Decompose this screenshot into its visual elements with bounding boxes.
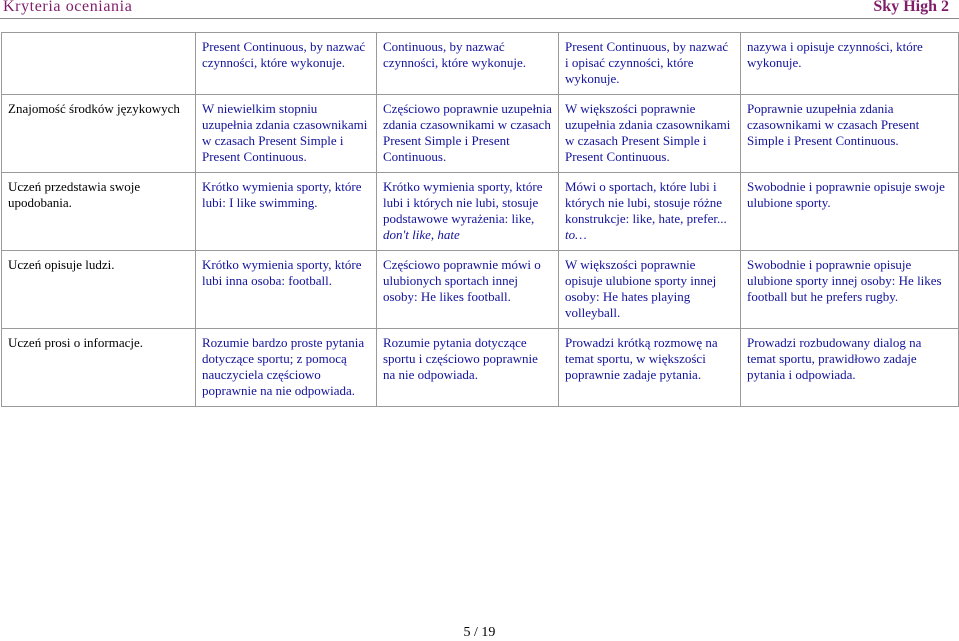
level-cell: Swobodnie i poprawnie opisuje ulubione sporty innej osoby: He likes football but he prefers rugby. <box>741 251 959 329</box>
level-cell: Continuous, by nazwać czynności, które wykonuje. <box>377 33 559 95</box>
level-cell: Prowadzi rozbudowany dialog na temat sportu, prawidłowo zadaje pytania i odpowiada. <box>741 329 959 407</box>
level-cell: W niewielkim stopniu uzupełnia zdania czasownikami w czasach Present Simple i Present Continuous. <box>196 95 377 173</box>
table-row <box>2 329 959 407</box>
document-header-book: Sky High 2 <box>873 0 949 15</box>
level-cell: Rozumie pytania dotyczące sportu i częściowo poprawnie na nie odpowiada. <box>377 329 559 407</box>
level-cell: Krótko wymienia sporty, które lubi inna osoba: football. <box>196 251 377 329</box>
criterion-cell: Uczeń opisuje ludzi. <box>2 251 196 329</box>
level-text-italic: don't like, hate <box>383 227 460 242</box>
level-text-italic: to… <box>565 227 587 242</box>
level-cell: Rozumie bardzo proste pytania dotyczące sportu; z pomocą nauczyciela częściowo poprawnie na nie odpowiada. <box>196 329 377 407</box>
level-cell: Poprawnie uzupełnia zdania czasownikami w czasach Present Simple i Present Continuous. <box>741 95 959 173</box>
level-cell: Częściowo poprawnie mówi o ulubionych sportach innej osoby: He likes football. <box>377 251 559 329</box>
level-cell: Swobodnie i poprawnie opisuje swoje ulubione sporty. <box>741 173 959 251</box>
level-cell: Present Continuous, by nazwać czynności, które wykonuje. <box>196 33 377 95</box>
level-text: Mówi o sportach, które lubi i których nie lubi, stosuje różne konstrukcje: like, hate, prefer... <box>565 179 727 226</box>
header-divider <box>0 18 959 19</box>
criterion-cell <box>2 33 196 95</box>
level-text: Krótko wymienia sporty, które lubi i których nie lubi, stosuje podstawowe wyrażenia: like, <box>383 179 543 226</box>
level-cell: W większości poprawnie opisuje ulubione sporty innej osoby: He hates playing volleyball. <box>559 251 741 329</box>
level-cell: Częściowo poprawnie uzupełnia zdania czasownikami w czasach Present Simple i Present Continuous. <box>377 95 559 173</box>
document-header-title: Kryteria oceniania <box>3 0 133 15</box>
table-row <box>2 33 959 95</box>
page-number: 5 / 19 <box>463 625 496 640</box>
criterion-cell: Uczeń przedstawia swoje upodobania. <box>2 173 196 251</box>
table-row <box>2 173 959 251</box>
table-row <box>2 251 959 329</box>
criterion-cell: Znajomość środków językowych <box>2 95 196 173</box>
level-cell <box>377 173 559 251</box>
level-cell: Prowadzi krótką rozmowę na temat sportu, w większości poprawnie zadaje pytania. <box>559 329 741 407</box>
grading-criteria-table <box>1 32 959 407</box>
level-cell: nazywa i opisuje czynności, które wykonuje. <box>741 33 959 95</box>
level-cell <box>559 173 741 251</box>
level-cell: Present Continuous, by nazwać i opisać czynności, które wykonuje. <box>559 33 741 95</box>
criterion-cell: Uczeń prosi o informacje. <box>2 329 196 407</box>
table-row <box>2 95 959 173</box>
level-cell: W większości poprawnie uzupełnia zdania czasownikami w czasach Present Simple i Present Continuous. <box>559 95 741 173</box>
level-cell: Krótko wymienia sporty, które lubi: I like swimming. <box>196 173 377 251</box>
